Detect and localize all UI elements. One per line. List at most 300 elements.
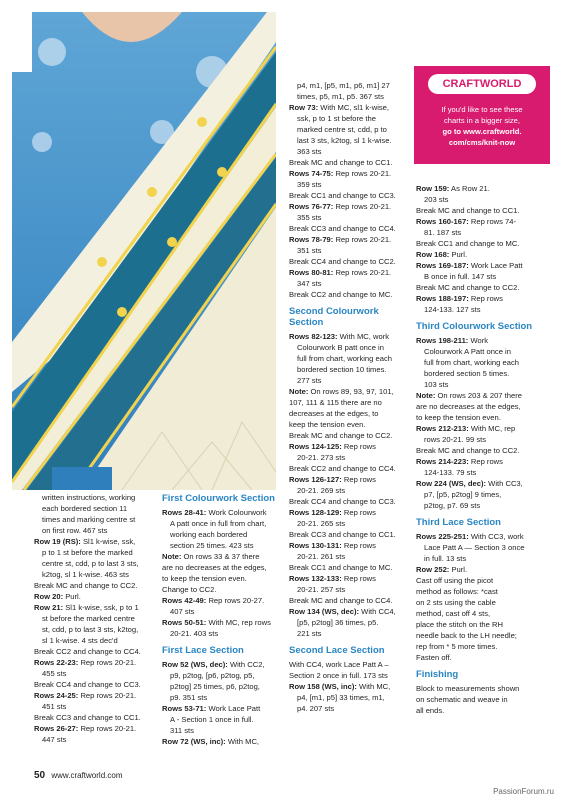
instruction-line [289, 606, 411, 617]
instruction-text: section 25 times. 423 sts [170, 541, 254, 550]
instruction-line [34, 712, 158, 723]
instruction-text: 311 sts [170, 726, 194, 735]
instruction-line [34, 558, 158, 569]
row-label: Rows 212-213: [416, 424, 469, 433]
instruction-text: 359 sts [297, 180, 322, 189]
instruction-text: Work Lace Patt [206, 704, 261, 713]
instruction-text: With MC, [225, 737, 260, 746]
page-footer [34, 770, 122, 781]
instruction-line [289, 234, 411, 245]
instruction-text: With CC3, [486, 479, 523, 488]
instruction-text: Rep rows [341, 541, 376, 550]
promo-line-4[interactable]: com/cms/knit-now [448, 138, 516, 147]
instruction-text: B once in full. 147 sts [424, 272, 497, 281]
instruction-line [289, 212, 411, 223]
instruction-line [34, 613, 158, 624]
instruction-line [34, 580, 158, 591]
instruction-line [289, 91, 411, 102]
row-label: Rows 82-123: [289, 332, 338, 341]
instruction-text: With MC, rep rows [206, 618, 271, 627]
instruction-text: Break CC2 and change to CC4. [289, 464, 396, 473]
instruction-line [34, 525, 158, 536]
instruction-text: times, p5, m1, p5. 367 sts [297, 92, 384, 101]
instruction-text: With MC, sl1 k-wise, [318, 103, 390, 112]
instruction-text: on 2 sts using the cable [416, 598, 496, 607]
craftworld-logo: CRAFTWORLD [428, 74, 536, 94]
instruction-text: Break MC and change to CC2. [34, 581, 138, 590]
instruction-text: in full. 13 sts [424, 554, 467, 563]
instruction-text: Rep rows [341, 508, 376, 517]
instruction-line [34, 723, 158, 734]
instruction-text: Purl. [449, 565, 468, 574]
instruction-text: Work [468, 336, 489, 345]
instruction-line [289, 80, 411, 91]
row-label: Rows 76-77: [289, 202, 334, 211]
instruction-text: On rows 203 & 207 there [435, 391, 522, 400]
instruction-text: Colourwork B patt once in [297, 343, 384, 352]
instruction-text: p4. 207 sts [297, 704, 335, 713]
row-label: Row 224 (WS, dec): [416, 479, 487, 488]
instruction-text: With CC4, work Lace Patt A – [289, 660, 389, 669]
section-heading: Third Lace Section [416, 517, 501, 528]
instruction-text: Rep rows 74- [468, 217, 517, 226]
instruction-text: Rep rows 20-21. [333, 235, 392, 244]
instruction-text: rows 20-21. 99 sts [424, 435, 487, 444]
row-label: Rows 126-127: [289, 475, 342, 484]
instruction-text: Break CC4 and change to CC3. [34, 680, 141, 689]
instruction-text: Work Colourwork [206, 508, 267, 517]
instruction-line [162, 617, 282, 628]
instruction-text: to keep the tension even. [162, 574, 247, 583]
instruction-text: ssk, p to 1 st before the [297, 114, 376, 123]
instruction-text: Rep rows 20-21. [78, 658, 137, 667]
watermark: PassionForum.ru [493, 787, 554, 796]
instruction-text: p9. 351 sts [170, 693, 208, 702]
instruction-line [289, 190, 411, 201]
instruction-line [289, 628, 411, 639]
instruction-text: Colourwork A Patt once in [424, 347, 511, 356]
instruction-text: full from chart, working each [424, 358, 519, 367]
instruction-line [34, 624, 158, 635]
instruction-line [416, 500, 556, 511]
instruction-text: Rep rows [341, 442, 376, 451]
instruction-line [289, 353, 411, 364]
instruction-text: 355 sts [297, 213, 322, 222]
instruction-text: Break CC1 and change to MC. [416, 239, 520, 248]
instruction-line [34, 602, 158, 613]
instruction-text: 20-21. 269 sts [297, 486, 346, 495]
instruction-line [416, 205, 556, 216]
row-label: Rows 132-133: [289, 574, 342, 583]
row-label: Rows 124-125: [289, 442, 342, 451]
section-heading: Second Colourwork Section [289, 306, 379, 328]
instruction-line [289, 386, 411, 397]
instruction-line [416, 683, 556, 694]
instruction-text: Break CC4 and change to CC3. [289, 497, 396, 506]
instruction-line [289, 540, 411, 551]
row-label: Rows 50-51: [162, 618, 207, 627]
instruction-line [416, 194, 556, 205]
row-label: Row 20: [34, 592, 64, 601]
instruction-line [289, 452, 411, 463]
instruction-text: Break CC1 and change to CC3. [289, 191, 396, 200]
row-label: Rows 169-187: [416, 261, 469, 270]
instruction-text: Sl1 k-wise, ssk, p to 1 [63, 603, 139, 612]
instruction-line [416, 304, 556, 315]
row-label: Rows 28-41: [162, 508, 207, 517]
instruction-line [416, 619, 556, 630]
instruction-text: On rows 89, 93, 97, 101, [308, 387, 394, 396]
instruction-text: Break CC3 and change to CC1. [289, 530, 396, 539]
instruction-text: Break CC4 and change to CC2. [289, 257, 396, 266]
instruction-line [289, 135, 411, 146]
instruction-text: centre st, cdd, p to last 3 sts, [42, 559, 139, 568]
instruction-text: all ends. [416, 706, 445, 715]
instruction-line [162, 725, 282, 736]
instruction-line [162, 595, 282, 606]
instruction-text: place the stitch on the RH [416, 620, 503, 629]
instruction-text: Rep rows 20-21. [333, 202, 392, 211]
instruction-line [416, 434, 556, 445]
instruction-text: Section 2 once in full. 173 sts [289, 671, 388, 680]
row-label: Row 72 (WS, inc): [162, 737, 226, 746]
instruction-line [416, 412, 556, 423]
instruction-text: rep from * 5 more times. [416, 642, 498, 651]
instruction-text: A - Section 1 once in full. [170, 715, 254, 724]
instruction-line [162, 659, 282, 670]
instruction-line [289, 496, 411, 507]
instruction-text: 451 sts [42, 702, 67, 711]
instruction-text: to keep the tension even. [416, 413, 501, 422]
instruction-line [416, 357, 556, 368]
row-label: Row 158 (WS, inc): [289, 682, 357, 691]
row-label: Note: [162, 552, 182, 561]
instruction-line [416, 694, 556, 705]
row-label: Row 73: [289, 103, 319, 112]
instruction-text: Break MC and change to CC2. [416, 446, 520, 455]
instruction-text: With MC, rep [468, 424, 516, 433]
instruction-text: p7, [p5, p2tog] 9 times, [424, 490, 502, 499]
instruction-line [416, 423, 556, 434]
instruction-line [416, 260, 556, 271]
instruction-line [289, 430, 411, 441]
instruction-text: 447 sts [42, 735, 67, 744]
instruction-text: needle back to the LH needle; [416, 631, 517, 640]
instruction-text: last 3 sts, k2tog, sl 1 k-wise. [297, 136, 392, 145]
instruction-line [416, 641, 556, 652]
instruction-text: Rep rows 20-21. [333, 268, 392, 277]
instruction-text: 351 sts [297, 246, 322, 255]
instruction-text: times and marking centre st [42, 515, 136, 524]
instruction-line [162, 692, 282, 703]
text-column-3 [289, 80, 411, 714]
row-label: Rows 160-167: [416, 217, 469, 226]
row-label: Rows 225-251: [416, 532, 469, 541]
instruction-line [416, 379, 556, 390]
instruction-text: Break MC and change to CC4. [289, 596, 393, 605]
instruction-line [34, 701, 158, 712]
instruction-line [289, 518, 411, 529]
instruction-text: 103 sts [424, 380, 449, 389]
instruction-line [416, 271, 556, 282]
instruction-text: Purl. [63, 592, 81, 601]
instruction-text: 407 sts [170, 607, 195, 616]
instruction-line [416, 335, 556, 346]
instruction-text: As Row 21. [449, 184, 490, 193]
instruction-line [416, 630, 556, 641]
instruction-text: 20-21. 257 sts [297, 585, 346, 594]
instruction-line [34, 569, 158, 580]
section-heading: Finishing [416, 669, 459, 680]
page-number: 50 [34, 770, 46, 781]
instruction-text: Rep rows [468, 457, 503, 466]
instruction-line [162, 584, 282, 595]
instruction-line [416, 467, 556, 478]
instruction-text: p to 1 st before the marked [42, 548, 133, 557]
row-label: Rows 22-23: [34, 658, 79, 667]
instruction-text: Break CC1 and change to MC. [289, 563, 393, 572]
instruction-line [416, 293, 556, 304]
row-label: Row 19 (RS): [34, 537, 81, 546]
instruction-line [289, 157, 411, 168]
instruction-text: 107, 111 & 115 there are no [289, 398, 382, 407]
row-label: Row 21: [34, 603, 64, 612]
instruction-text: are no decreases at the edges, [416, 402, 521, 411]
section-heading: First Colourwork Section [162, 493, 275, 504]
instruction-line [416, 183, 556, 194]
instruction-line [416, 608, 556, 619]
row-label: Row 52 (WS, dec): [162, 660, 228, 669]
instruction-text: With CC3, work [468, 532, 524, 541]
instruction-text: full from chart, working each [297, 354, 392, 363]
instruction-line [289, 703, 411, 714]
instruction-line [416, 542, 556, 553]
instruction-text: method as follows: *cast [416, 587, 498, 596]
instruction-text: are no decreases at the edges, [162, 563, 267, 572]
row-label: Rows 26-27: [34, 724, 79, 733]
instruction-line [416, 368, 556, 379]
text-column-1 [34, 492, 158, 745]
row-label: Row 168: [416, 250, 450, 259]
instruction-text: Work Lace Patt [468, 261, 523, 270]
instruction-line [416, 575, 556, 586]
instruction-text: Break CC3 and change to CC4. [289, 224, 396, 233]
instruction-line [289, 507, 411, 518]
text-column-4 [416, 183, 556, 716]
instruction-line [289, 670, 411, 681]
instruction-text: Sl1 k-wise, ssk, [80, 537, 136, 546]
row-label: Rows 80-81: [289, 268, 334, 277]
footer-url[interactable]: www.craftworld.com [51, 771, 123, 780]
instruction-line [416, 282, 556, 293]
instruction-text: 81. 187 sts [424, 228, 462, 237]
instruction-line [289, 485, 411, 496]
instruction-line [289, 267, 411, 278]
instruction-line [34, 514, 158, 525]
instruction-line [416, 227, 556, 238]
instruction-line [34, 646, 158, 657]
instruction-line [416, 445, 556, 456]
instruction-line [289, 419, 411, 430]
instruction-text: marked centre st, cdd, p to [297, 125, 387, 134]
instruction-line [162, 714, 282, 725]
row-label: Row 134 (WS, dec): [289, 607, 360, 616]
instruction-line [289, 562, 411, 573]
promo-line-3[interactable]: go to www.craftworld. [442, 127, 522, 136]
instruction-line [289, 342, 411, 353]
instruction-line [162, 540, 282, 551]
instruction-text: 20-21. 261 sts [297, 552, 346, 561]
row-label: Note: [289, 387, 309, 396]
instruction-text: decreases at the edges, to [289, 409, 379, 418]
instruction-line [289, 408, 411, 419]
instruction-line [289, 474, 411, 485]
instruction-line [289, 692, 411, 703]
instruction-text: With MC, work [337, 332, 390, 341]
instruction-line [416, 346, 556, 357]
instruction-text: Rep rows [468, 294, 503, 303]
instruction-line [34, 690, 158, 701]
instruction-text: Rep rows 20-21. [78, 691, 137, 700]
instruction-text: [p5, p2tog] 36 times, p5. [297, 618, 379, 627]
instruction-text: Lace Patt A — Section 3 once [424, 543, 525, 552]
instruction-line [289, 289, 411, 300]
instruction-line [162, 606, 282, 617]
promo-line-2: charts in a bigger size, [444, 116, 520, 125]
instruction-text: working each bordered [170, 530, 248, 539]
instruction-line [289, 168, 411, 179]
instruction-line [162, 573, 282, 584]
instruction-line [162, 562, 282, 573]
instruction-text: 124-133. 127 sts [424, 305, 481, 314]
row-label: Rows 198-211: [416, 336, 469, 345]
instruction-line [289, 331, 411, 342]
row-label: Row 252: [416, 565, 450, 574]
instruction-text: st, cdd, p to last 3 sts, k2tog, [42, 625, 139, 634]
instruction-text: Rep rows [341, 574, 376, 583]
row-label: Rows 24-25: [34, 691, 79, 700]
instruction-line [289, 681, 411, 692]
instruction-line [162, 703, 282, 714]
instruction-line [416, 531, 556, 542]
instruction-line [289, 179, 411, 190]
instruction-line [289, 113, 411, 124]
instruction-line [162, 551, 282, 562]
instruction-line [289, 441, 411, 452]
instruction-line [34, 657, 158, 668]
row-label: Rows 78-79: [289, 235, 334, 244]
row-label: Rows 214-223: [416, 457, 469, 466]
instruction-text: With CC4, [359, 607, 396, 616]
instruction-text: method, cast off 4 sts, [416, 609, 491, 618]
row-label: Row 159: [416, 184, 450, 193]
instruction-text: 20-21. 265 sts [297, 519, 346, 528]
instruction-line [289, 256, 411, 267]
instruction-line [416, 652, 556, 663]
instruction-line [162, 670, 282, 681]
instruction-line [289, 529, 411, 540]
instruction-text: st before the marked centre [42, 614, 135, 623]
instruction-line [289, 124, 411, 135]
instruction-line [416, 401, 556, 412]
instruction-line [34, 492, 158, 503]
instruction-text: Rep rows 20-21. [333, 169, 392, 178]
instruction-text: 124-133. 79 sts [424, 468, 477, 477]
instruction-line [34, 734, 158, 745]
instruction-line [289, 551, 411, 562]
instruction-text: With CC2, [227, 660, 265, 669]
instruction-line [34, 536, 158, 547]
instruction-text: A patt once in full from chart, [170, 519, 267, 528]
instruction-text: Rep rows 20-21. [78, 724, 137, 733]
instruction-line [162, 736, 282, 747]
instruction-text: Rep rows 20-27. [206, 596, 265, 605]
row-label: Rows 53-71: [162, 704, 207, 713]
instruction-text: Cast off using the picot [416, 576, 494, 585]
instruction-line [162, 507, 282, 518]
row-label: Note: [416, 391, 436, 400]
instruction-text: Change to CC2. [162, 585, 217, 594]
instruction-line [289, 245, 411, 256]
instruction-text: keep the tension even. [289, 420, 366, 429]
instruction-text: on schematic and weave in [416, 695, 508, 704]
instruction-line [289, 364, 411, 375]
shawl-photo [12, 12, 276, 490]
instruction-line [289, 659, 411, 670]
instruction-line [289, 146, 411, 157]
instruction-line [416, 564, 556, 575]
instruction-line [34, 503, 158, 514]
instruction-line [416, 705, 556, 716]
instruction-text: Break CC2 and change to CC4. [34, 647, 141, 656]
instruction-text: Fasten off. [416, 653, 452, 662]
craftworld-promo[interactable] [414, 66, 550, 164]
instruction-text: k2tog, sl 1 k-wise. 463 sts [42, 570, 129, 579]
instruction-text: Break CC2 and change to MC. [289, 290, 393, 299]
instruction-text: 221 sts [297, 629, 322, 638]
instruction-line [162, 681, 282, 692]
instruction-line [289, 397, 411, 408]
row-label: Rows 188-197: [416, 294, 469, 303]
instruction-text: p2tog, p7. 69 sts [424, 501, 481, 510]
instruction-line [34, 635, 158, 646]
instruction-line [34, 679, 158, 690]
instruction-text: p2tog] 25 times, p6, p2tog, [170, 682, 260, 691]
instruction-line [34, 591, 158, 602]
promo-line-1: If you'd like to see these [441, 105, 523, 114]
instruction-text: p4, m1, [p5, m1, p6, m1] 27 [297, 81, 390, 90]
row-label: Rows 74-75: [289, 169, 334, 178]
instruction-text: With MC, [356, 682, 391, 691]
instruction-text: On rows 33 & 37 there [181, 552, 260, 561]
row-label: Rows 128-129: [289, 508, 342, 517]
instruction-text: written instructions, working [42, 493, 136, 502]
instruction-text: Break MC and change to CC2. [416, 283, 520, 292]
row-label: Rows 42-49: [162, 596, 207, 605]
instruction-text: 277 sts [297, 376, 322, 385]
instruction-line [289, 617, 411, 628]
instruction-line [289, 375, 411, 386]
instruction-text: 20-21. 403 sts [170, 629, 219, 638]
instruction-line [162, 518, 282, 529]
instruction-text: Break MC and change to CC2. [289, 431, 393, 440]
instruction-text: Rep rows [341, 475, 376, 484]
instruction-text: p9, p2tog, [p6, p2tog, p5, [170, 671, 255, 680]
instruction-line [289, 584, 411, 595]
section-heading: First Lace Section [162, 645, 244, 656]
instruction-text: 20-21. 273 sts [297, 453, 346, 462]
instruction-line [34, 668, 158, 679]
